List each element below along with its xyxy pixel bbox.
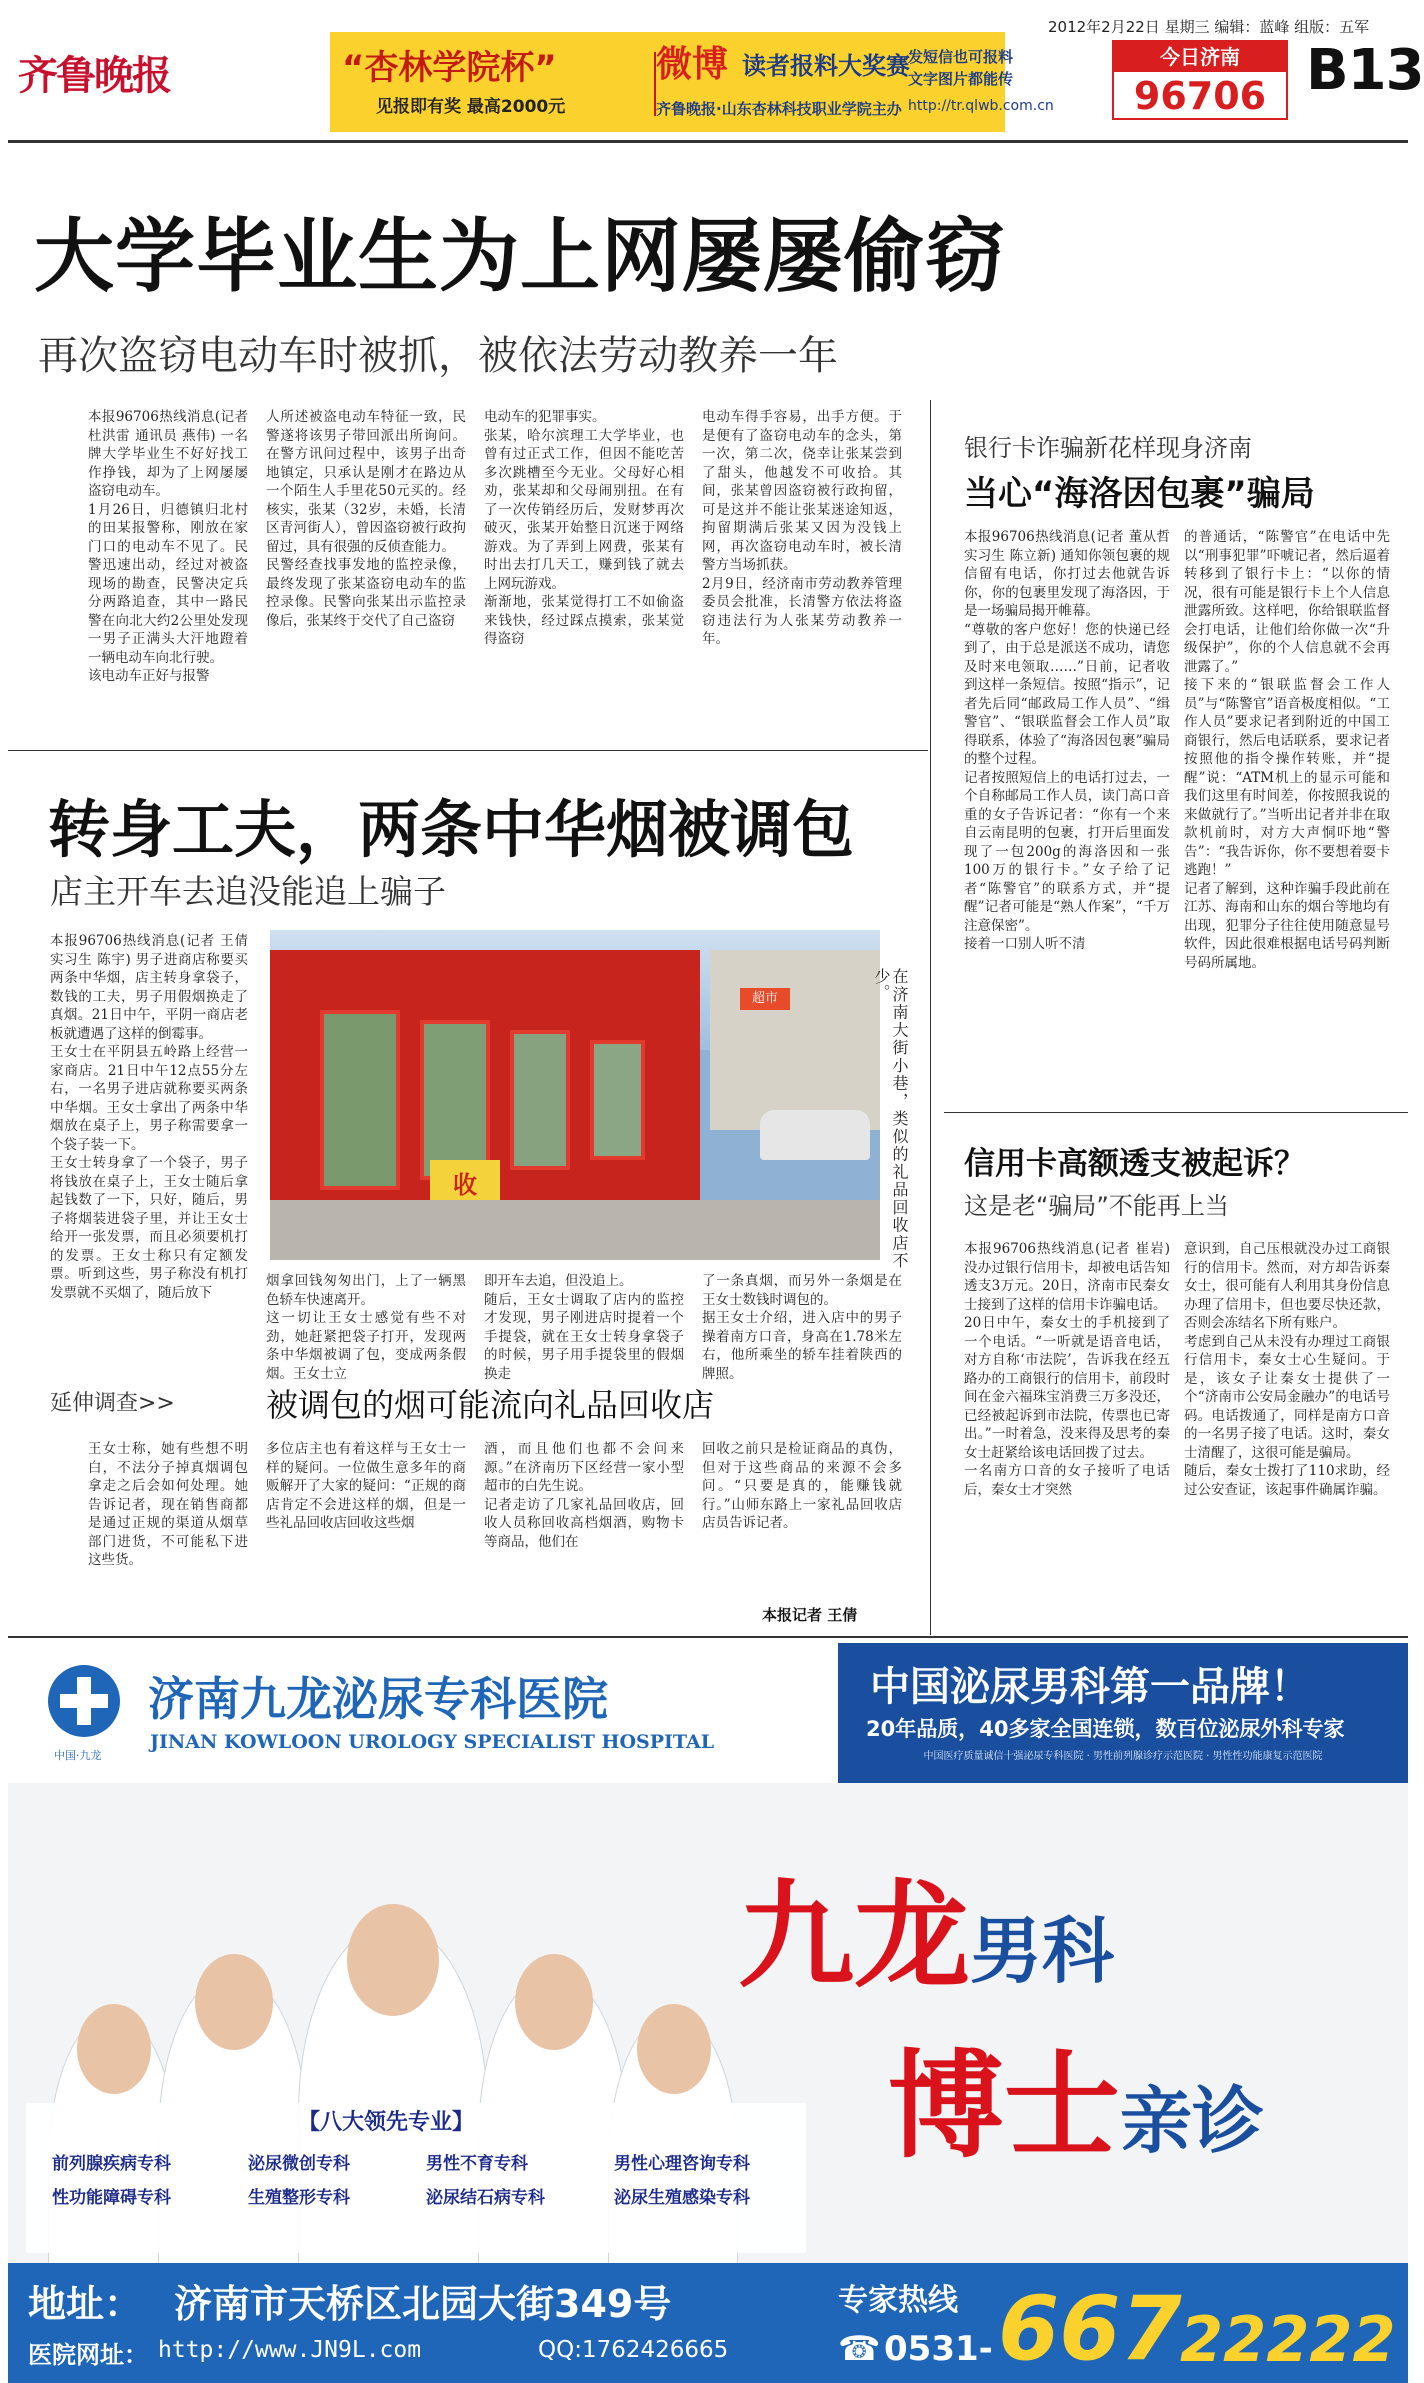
specialty-item: 男性心理咨询专科 xyxy=(614,2154,750,2174)
followup-col4: 回收之前只是检证商品的真伪，但对于这些商品的来源不会多问。“只要是真的，能赚钱就行。”山师东路上一家礼品回收店店员告诉记者。 xyxy=(702,1441,902,1531)
story3-col-b1: 烟拿回钱匆匆出门，上了一辆黑色轿车快速离开。 这一切让王女士感觉有些不对劲，她赶紧把袋子打开，发现两条中华烟被调了包，变成两条假烟。王女士立 xyxy=(266,1273,466,1382)
story2-col2: 的普通话，“陈警官”在电话中先以“刑事犯罪”吓唬记者，然后逼着转移到了银行卡上：“以你的情况，很有可能是银行卡上个人信息泄露所致。这样吧，你给银联监督会打电话，让他们给你做一次“升级保护”，你的个人信息就不会再泄露了。” 接下来的“银联监督会工作人员”与“陈警官”语音极度相似。“工作人员”要求记者到附近的中国工商银行，然后电话联系，要求记者按照他的指令操作转账，并“提醒”说：“ATM机上的显示可能和我们这里有时间差，你按照我说的来做就行了。”当听出记者并非在取款机前时，对方大声恫吓地“警告”：“我告诉你，你不要想着耍卡逃跑！” 记者了解到，这种诈骗手段此前在江苏、海南和山东的烟台等地均有出现，犯罪分子往往使用随意显号软件，因此很难根据电话号码判断号码所属地。 xyxy=(1184,529,1390,971)
phone-icon: ☎ xyxy=(838,2329,881,2369)
story1-subheadline: 再次盗窃电动车时被抓，被依法劳动教养一年 xyxy=(38,333,838,379)
story4-col2: 意识到，自己压根就没办过工商银行的信用卡。然而，对方却告诉秦女士，很可能有人利用其身份信息办理了信用卡，但也要尽快还款，否则会冻结名下所有账户。 考虑到自己从未没有办理过工商银行信用卡，秦女士心生疑问。于是，该女子让秦女士提供了一个“济南市公安局金融办”的电话号码。电话拨通了，同样是南方口音的一名男子接了电话。这时，秦女士清醒了，这很可能是骗局。 随后，秦女士拨打了110求助，经过公安查证，该起事件确属诈骗。 xyxy=(1184,1241,1390,1498)
doctor-face xyxy=(515,1954,593,2050)
photo-parked-car xyxy=(760,1110,870,1160)
story2-col1: 本报96706热线消息(记者 董从哲 实习生 陈立新) 通知你领包裹的规信留有电话，你打过去他就告诉你，你的包裹里发现了海洛因，于是一场骗局揭开帷幕。 “尊敬的客户您好！您的快递已经到了，由于总是派送不成功，请您及时来电领取……”日前，记者收到这样一条短信。按照“指示”，记者先后同“邮政局工作人员”、“缉警官”、“银联监督会工作人员”取得联系，体验了“海洛因包裹”骗局的整个过程。 记者按照短信上的电话打过去，一个自称邮局工作人员，读门高口音重的女子告诉记者：“你有一个来自云南昆明的包裹，打开后里面发现了一包200g的海洛因和一张100万的银行卡。”女子给了记者“陈警官”的联系方式，并“提醒”记者可能是“熟人作案”，“千万注意保密”。 接着一口别人听不清 xyxy=(964,529,1170,952)
sms-line-1: 发短信也可报料 xyxy=(908,48,1014,66)
ad-contact-bar xyxy=(8,2263,1408,2383)
contest-title: 读者报料大奖赛 xyxy=(742,52,910,80)
big-slogan-2 xyxy=(888,2013,1264,2180)
followup-col1: 王女士称，她有些想不明白，不法分子掉真烟调包拿走之后会如何处理。她告诉记者，现在销售商都是通过正规的渠道从烟草部门进货，不可能私下进这些货。 xyxy=(88,1441,248,1568)
story3-subheadline: 店主开车去追没能追上骗子 xyxy=(50,872,446,911)
story1-col4: 电动车得手容易，出手方便。于是便有了盗窃电动车的念头，第一次，第二次，侥幸让张某尝到了甜头，他越发不可收拾。其间，张某曾因盗窃被行政拘留，可是这并不能让张某迷途知返，拘留期满后张某又因为没钱上网，再次盗窃电动车时，被长清警方当场抓获。 2月9日，经济南市劳动教养管理委员会批准，长清警方依法将盗窃违法行为人张某劳动教养一年。 xyxy=(702,409,902,647)
website-label: 医院网址： xyxy=(28,2341,148,2369)
photo-window-2 xyxy=(420,1020,490,1180)
promo-subtitle: 见报即有奖 最高2000元 xyxy=(376,97,566,117)
weibo-label: 微博 xyxy=(656,44,729,85)
website-link[interactable]: http://www.JN9L.com xyxy=(158,2337,422,2363)
story1-col2: 人所述被盗电动车特征一致，民警遂将该男子带回派出所询问。在警方讯问过程中，该男子出奇地镇定，只承认是刚才在路边从一个陌生人手里花50元买的。经核实，张某（32岁，未婚，长清区青河街人），曾因盗窃被行政拘留过，具有很强的反侦查能力。 民警经查找事发地的监控录像，最终发现了张某盗窃电动车的监控录像。民警向张某出示监控录像后，张某终于交代了自己盗窃 xyxy=(266,409,466,629)
specialty-item: 泌尿微创专科 xyxy=(248,2154,350,2174)
doctor-face xyxy=(347,1904,439,2016)
story4-headline: 信用卡高额透支被起诉？ xyxy=(964,1146,1305,1182)
followup-label: 延伸调查>> xyxy=(50,1391,175,1416)
big-slogan-1-red: 九龙 xyxy=(738,1869,970,2004)
promo-banner xyxy=(330,32,1054,132)
doctor-face xyxy=(77,2004,151,2094)
hospital-name: 济南九龙泌尿专科医院 xyxy=(148,1672,608,1726)
qq-number: QQ:1762426665 xyxy=(538,2337,729,2363)
followup-headline: 被调包的烟可能流向礼品回收店 xyxy=(266,1386,715,1424)
section-divider xyxy=(8,750,928,751)
big-slogan-2-red: 博士 xyxy=(888,2039,1120,2174)
brand-slogan: 中国泌尿男科第一品牌！ xyxy=(870,1664,1310,1710)
news-photo xyxy=(270,930,880,1260)
report-url[interactable]: http://tr.qlwb.com.cn xyxy=(908,98,1054,114)
photo-window-1 xyxy=(320,1010,400,1190)
photo-window-3 xyxy=(510,1030,570,1170)
cross-horizontal xyxy=(60,1694,108,1708)
section-divider-right xyxy=(944,1112,1408,1113)
ad-top-rule xyxy=(8,1636,1408,1638)
photo-shop-sign: 超市 xyxy=(740,988,790,1010)
photo-sign-yellow: 收 xyxy=(430,1160,500,1210)
story4-subheadline: 这是老“骗局”不能再上当 xyxy=(964,1192,1229,1220)
specialty-item: 性功能障碍专科 xyxy=(52,2188,171,2208)
masthead-logo: 齐鲁晚报 xyxy=(18,52,170,99)
hotline-box xyxy=(1112,40,1288,120)
story4-col1: 本报96706热线消息(记者 崔岩) 没办过银行信用卡，却被电话告知透支3万元。20日，济南市民秦女士接到了这样的信用卡诈骗电话。 20日中午，秦女士的手机接到了一个电话。“一听就是语音电话，对方自称‘市法院’，告诉我在经五路办的工商银行的信用卡，前段时间在金六福珠宝消费三万多没还，已经被起诉到市法院，传票也已寄出。”一时着急，没来得及思考的秦女士赶紧给该电话回拨了过去。 一名南方口音的女子接听了电话后，秦女士才突然 xyxy=(964,1241,1170,1498)
address: 济南市天桥区北园大街349号 xyxy=(174,2282,672,2326)
photo-pavement xyxy=(270,1200,880,1260)
hotline-label: 专家热线 xyxy=(838,2283,958,2318)
hotline-rest-digits: 22222 xyxy=(1180,2303,1396,2376)
specialty-item: 泌尿生殖感染专科 xyxy=(614,2188,750,2208)
story2-kicker: 银行卡诈骗新花样现身济南 xyxy=(964,434,1252,462)
story3-headline: 转身工夫，两条中华烟被调包 xyxy=(48,793,855,866)
brand-banner xyxy=(838,1643,1408,1783)
story1-headline: 大学毕业生为上网屡屡偷窃 xyxy=(34,210,1006,303)
story3-col-left: 本报96706热线消息(记者 王倩 实习生 陈宇) 男子进商店称要买两条中华烟，店主转身拿袋子，数钱的工夫，男子用假烟换走了真烟。21日中午，平阴一商店老板就遭遇了这样的倒霉事。 王女士在平阴县五岭路上经营一家商店。21日中午12点55分左右，一名男子进店就称要买两条中华烟。王女士拿出了两条中华烟放在桌子上，男子称需要拿一个袋子装一下。 王女士转身拿了一个袋子，男子将钱放在桌子上，王女士随后拿起钱数了一下，只好，随后，男子将烟装进袋子里，并让王女士给开一张发票，而且必须要机打的发票。王女士称只有定额发票。听到这些，男子称没有机打发票就不买烟了，随后放下 xyxy=(50,933,248,1301)
hotline-label: 今日济南 xyxy=(1114,42,1286,72)
followup-col2: 多位店主也有着这样与王女士一样的疑问。一位做生意多年的商贩解开了大家的疑问：“正规的商店肯定不会进这样的烟，但是一些礼品回收店回收这些烟 xyxy=(266,1441,466,1531)
big-slogan-2-blue: 亲诊 xyxy=(1120,2079,1265,2163)
photo-caption: 在济南大街小巷，类似的礼品回收店不少。 xyxy=(872,968,909,1268)
story3-col-b3: 了一条真烟，而另外一条烟是在王女士数钱时调包的。 据王女士介绍，进入店中的男子操着南方口音，身高在1.78米左右，他所乘坐的轿车挂着陕西的牌照。 xyxy=(702,1273,902,1382)
page-number: B13 xyxy=(1306,38,1424,103)
specialty-item: 前列腺疾病专科 xyxy=(52,2154,171,2174)
specialty-item: 男性不育专科 xyxy=(426,2154,528,2174)
photo-window-4 xyxy=(590,1040,645,1160)
doctor-face xyxy=(637,2004,711,2094)
photo-building xyxy=(710,950,880,1130)
story1-col1: 本报96706热线消息(记者 杜洪雷 通讯员 燕伟) 一名牌大学毕业生不好好找工作挣钱，却为了上网屡屡盗窃电动车。 1月26日，归德镇归北村的田某报警称，刚放在家门口的电动车不见了。民警迅速出动，经过对被盗现场的勘查，民警决定兵分两路追查，其中一路民警在向北大约2公里处发现一男子正满头大汗地蹬着一辆电动车向北行驶。 该电动车正好与报警 xyxy=(88,409,248,684)
hotline-big-digits: 667 xyxy=(998,2277,1182,2380)
byline: 本报记者 王倩 xyxy=(762,1606,858,1624)
story2-headline: 当心“海洛因包裹”骗局 xyxy=(964,474,1315,514)
column-divider xyxy=(930,400,931,1635)
followup-col3: 酒，而且他们也都不会问来源。”在济南历下区经营一家小型超市的白先生说。 记者走访了几家礼品回收店，回收人员称回收高档烟酒，购物卡等商品，他们在 xyxy=(484,1441,684,1550)
story1-col3: 电动车的犯罪事实。 张某，哈尔滨理工大学毕业，也曾有过正式工作，但因不能吃苦多次跳槽至今无业。父母好心相劝，张某却和父母闹别扭。在有了一次传销经历后，发财梦再次破灭，张某开始整日沉迷于网络游戏。为了弄到上网费，张某有时出去打几天工，赚到钱了就去上网玩游戏。 渐渐地，张某觉得打工不如偷盗来钱快，经过踩点摸索，张某觉得盗窃 xyxy=(484,409,684,647)
story3-col-b2: 即开车去追，但没追上。 随后，王女士调取了店内的监控才发现，男子刚进店时提着一个手提袋，就在王女士转身拿袋子的时候，男子用手提袋里的假烟换走 xyxy=(484,1273,684,1382)
doctor-face xyxy=(195,1954,273,2050)
hospital-name-en: JINAN KOWLOON UROLOGY SPECIALIST HOSPITAL xyxy=(150,1731,715,1753)
sponsor-line: 齐鲁晚报·山东杏林科技职业学院主办 xyxy=(656,100,902,118)
hospital-advertisement[interactable] xyxy=(8,1643,1408,2383)
big-slogan-1 xyxy=(738,1843,1114,2010)
promo-title: “杏林学院杯” xyxy=(342,48,557,88)
hotline-area-code: 0531- xyxy=(884,2329,993,2369)
specialty-item: 生殖整形专科 xyxy=(248,2188,350,2208)
promo-divider xyxy=(654,52,656,116)
sms-line-2: 文字图片都能传 xyxy=(908,70,1014,88)
slogan-small: 中国医疗质量诚信十强泌尿专科医院 · 男性前列腺诊疗示范医院 · 男性性功能康复示范医院 xyxy=(923,1751,1323,1762)
header-rule xyxy=(8,140,1408,143)
address-label: 地址： xyxy=(28,2282,143,2326)
hotline-number: 96706 xyxy=(1133,74,1267,118)
specialty-item: 泌尿结石病专科 xyxy=(426,2188,545,2208)
specialties-title: 【八大领先专业】 xyxy=(298,2110,475,2135)
slogan-sub: 20年品质，40多家全国连锁，数百位泌尿外科专家 xyxy=(866,1717,1345,1741)
dateline: 2012年2月22日 星期三 编辑：蓝峰 组版：五军 xyxy=(1048,18,1370,36)
hospital-logo-icon xyxy=(48,1665,120,1737)
logo-caption: 中国·九龙 xyxy=(54,1749,102,1762)
big-slogan-1-blue: 男科 xyxy=(970,1909,1115,1993)
